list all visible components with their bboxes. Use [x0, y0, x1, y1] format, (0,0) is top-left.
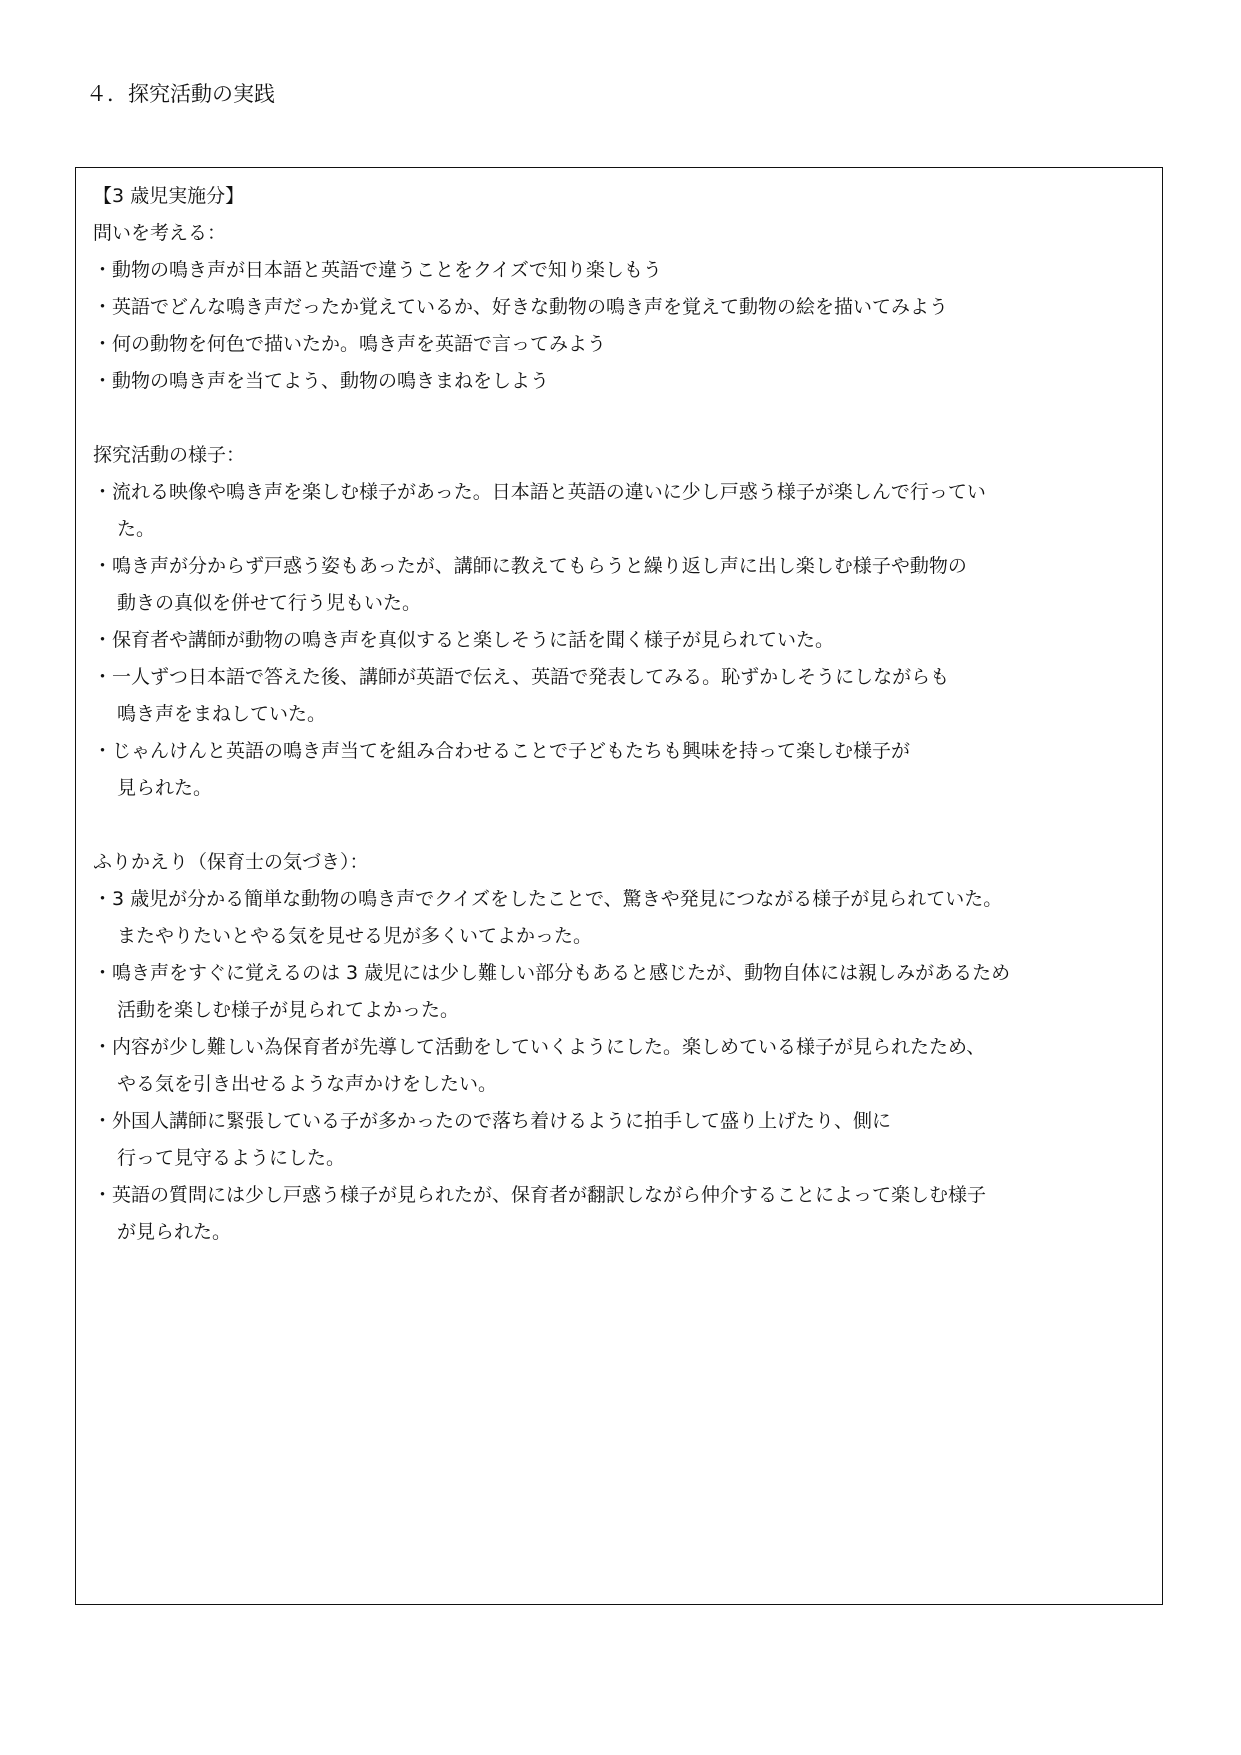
bullet-line: ・英語の質問には少し戸惑う様子が見られたが、保育者が翻訳しながら仲介することによって楽しむ様子 — [93, 1184, 987, 1206]
bullet-line: ・じゃんけんと英語の鳴き声当てを組み合わせることで子どもたちも興味を持って楽しむ様子が — [93, 740, 911, 762]
bullet-line: ・保育者や講師が動物の鳴き声を真似すると楽しそうに話を聞く様子が見られていた。 — [93, 629, 835, 651]
bullet-line-continued: 行って見守るようにした。 — [117, 1147, 346, 1169]
bullet-line-continued: 見られた。 — [117, 777, 213, 799]
bullet-line: ・鳴き声をすぐに覚えるのは 3 歳児には少し難しい部分もあると感じたが、動物自体には親しみがあるため — [93, 962, 1011, 984]
activity-report-box — [75, 167, 1163, 1605]
spacer — [93, 400, 1153, 437]
bullet-line: ・動物の鳴き声を当てよう、動物の鳴きまねをしよう — [93, 370, 550, 392]
list-item — [93, 1103, 1153, 1177]
reflections-label: ふりかえり（保育士の気づき）： — [93, 851, 369, 873]
bullet-line: ・動物の鳴き声が日本語と英語で違うことをクイズで知り楽しもう — [93, 259, 662, 281]
list-item — [93, 733, 1153, 807]
list-item — [93, 326, 1153, 363]
questions-list — [93, 252, 1153, 400]
bullet-line: ・流れる映像や鳴き声を楽しむ様子があった。日本語と英語の違いに少し戸惑う様子が楽しんで行ってい — [93, 481, 986, 503]
bullet-line: ・英語でどんな鳴き声だったか覚えているか、好きな動物の鳴き声を覚えて動物の絵を描いてみよう — [93, 296, 949, 318]
list-item — [93, 363, 1153, 400]
bullet-line-continued: 活動を楽しむ様子が見られてよかった。 — [117, 999, 460, 1021]
bullet-line-continued: 鳴き声をまねしていた。 — [117, 703, 327, 725]
list-item — [93, 622, 1153, 659]
class-title: 【3 歳児実施分】 — [93, 185, 245, 207]
bullet-line-continued: やる気を引き出せるような声かけをしたい。 — [117, 1073, 498, 1095]
report-content — [93, 178, 1153, 1251]
spacer — [93, 807, 1153, 844]
list-item — [93, 1029, 1153, 1103]
list-item — [93, 289, 1153, 326]
bullet-line: ・何の動物を何色で描いたか。鳴き声を英語で言ってみよう — [93, 333, 607, 355]
observations-list — [93, 474, 1153, 807]
bullet-line-continued: 動きの真似を併せて行う児もいた。 — [117, 592, 422, 614]
list-item — [93, 881, 1153, 955]
bullet-line: ・鳴き声が分からず戸惑う姿もあったが、講師に教えてもらうと繰り返し声に出し楽しむ様子や動物の — [93, 555, 967, 577]
bullet-line: ・内容が少し難しい為保育者が先導して活動をしていくようにした。楽しめている様子が見られたため、 — [93, 1036, 986, 1058]
list-item — [93, 548, 1153, 622]
reflections-list — [93, 881, 1153, 1251]
observations-label: 探究活動の様子： — [93, 444, 246, 466]
bullet-line-continued: が見られた。 — [117, 1221, 232, 1243]
bullet-line-continued: またやりたいとやる気を見せる児が多くいてよかった。 — [117, 925, 593, 947]
list-item — [93, 955, 1153, 1029]
list-item — [93, 474, 1153, 548]
bullet-line: ・一人ずつ日本語で答えた後、講師が英語で伝え、英語で発表してみる。恥ずかしそうにしながらも — [93, 666, 950, 688]
list-item — [93, 252, 1153, 289]
list-item — [93, 659, 1153, 733]
list-item — [93, 1177, 1153, 1251]
bullet-line-continued: た。 — [117, 518, 156, 540]
section-heading: ４．探究活動の実践 — [86, 82, 275, 106]
bullet-line: ・外国人講師に緊張している子が多かったので落ち着けるように拍手して盛り上げたり、側に — [93, 1110, 892, 1132]
questions-label: 問いを考える： — [93, 222, 227, 244]
bullet-line: ・3 歳児が分かる簡単な動物の鳴き声でクイズをしたことで、驚きや発見につながる様子が見られていた。 — [93, 888, 1003, 910]
